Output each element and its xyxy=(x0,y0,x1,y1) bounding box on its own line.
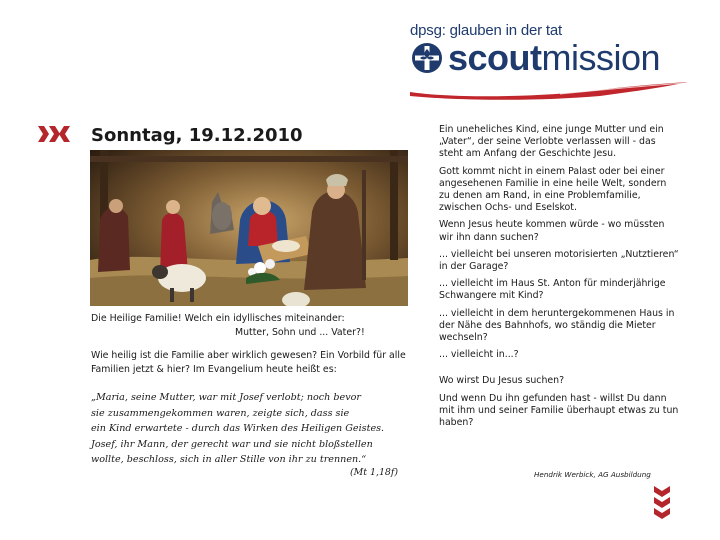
brand-mission: mission xyxy=(541,37,661,78)
logo-tagline: dpsg: glauben in der tat xyxy=(410,22,562,39)
quote-line: sie zusammengekommen waren, zeigte sich, dass sie xyxy=(91,407,350,419)
lily-cross-icon xyxy=(410,41,444,75)
quote-line: wollte, beschloss, sich in aller Stille von ihr zu trennen.“ xyxy=(91,454,367,465)
red-swoosh xyxy=(410,78,690,100)
photo-caption-line2: Mutter, Sohn und ... Vater?! xyxy=(235,327,365,338)
quote-reference: (Mt 1,18f) xyxy=(350,467,399,478)
gospel-quote xyxy=(91,390,411,468)
intro-paragraph: Wie heilig ist die Familie aber wirklich gewesen? Ein Vorbild für alle Familien jetzt & hier? Im Evangelium heute heißt es: xyxy=(91,350,406,375)
logo-wordmark xyxy=(410,37,660,79)
right-paragraph: ... vielleicht in dem heruntergekommenen Haus in der Nähe des Bahnhofs, wo ständig die Mieter wechseln? xyxy=(439,307,675,344)
brand-scout: scout xyxy=(448,37,542,78)
right-paragraph: Gott kommt nicht in einem Palast oder bei einer angesehenen Familie in eine heile Welt, sondern zu denen am Rand, in eine Problemfamilie, zwischen Ochs- und Eselskot. xyxy=(439,165,667,214)
right-paragraph: Ein uneheliches Kind, eine junge Mutter und ein „Vater“, der seine Verlobte verlassen will - das steht am Anfang der Geschichte Jesu. xyxy=(439,124,664,160)
nativity-photo xyxy=(90,150,408,306)
right-paragraph: Wenn Jesus heute kommen würde - wo müssten wir ihn dann suchen? xyxy=(439,219,665,243)
quote-line: „Maria, seine Mutter, war mit Josef verlobt; noch bevor xyxy=(91,392,362,403)
author-credit: Hendrik Werbick, AG Ausbildung xyxy=(534,470,651,479)
right-paragraph: ... vielleicht bei unseren motorisierten „Nutztieren“ in der Garage? xyxy=(439,248,679,273)
right-paragraph: ... vielleicht in...? xyxy=(439,349,519,361)
right-column-text xyxy=(439,124,679,434)
page-title: Sonntag, 19.12.2010 xyxy=(91,125,303,146)
scoutmission-logo xyxy=(410,22,690,102)
quote-line: ein Kind erwartete - durch das Wirken des Heiligen Geistes. xyxy=(91,423,385,434)
quote-line: Josef, ihr Mann, der gerecht war und sie nicht bloßstellen xyxy=(91,438,373,450)
chevrons-down-icon xyxy=(652,484,672,520)
photo-caption-line1: Die Heilige Familie! Welch ein idyllisches miteinander: xyxy=(91,313,345,324)
chevrons-right-left-icon xyxy=(36,124,72,144)
right-paragraph: Und wenn Du ihn gefunden hast - willst Du dann mit ihm und seiner Familie überhaupt etwas zu tun haben? xyxy=(439,392,679,429)
right-paragraph: ... vielleicht im Haus St. Anton für minderjährige Schwangere mit Kind? xyxy=(439,278,666,302)
right-paragraph: Wo wirst Du Jesus suchen? xyxy=(439,375,565,387)
